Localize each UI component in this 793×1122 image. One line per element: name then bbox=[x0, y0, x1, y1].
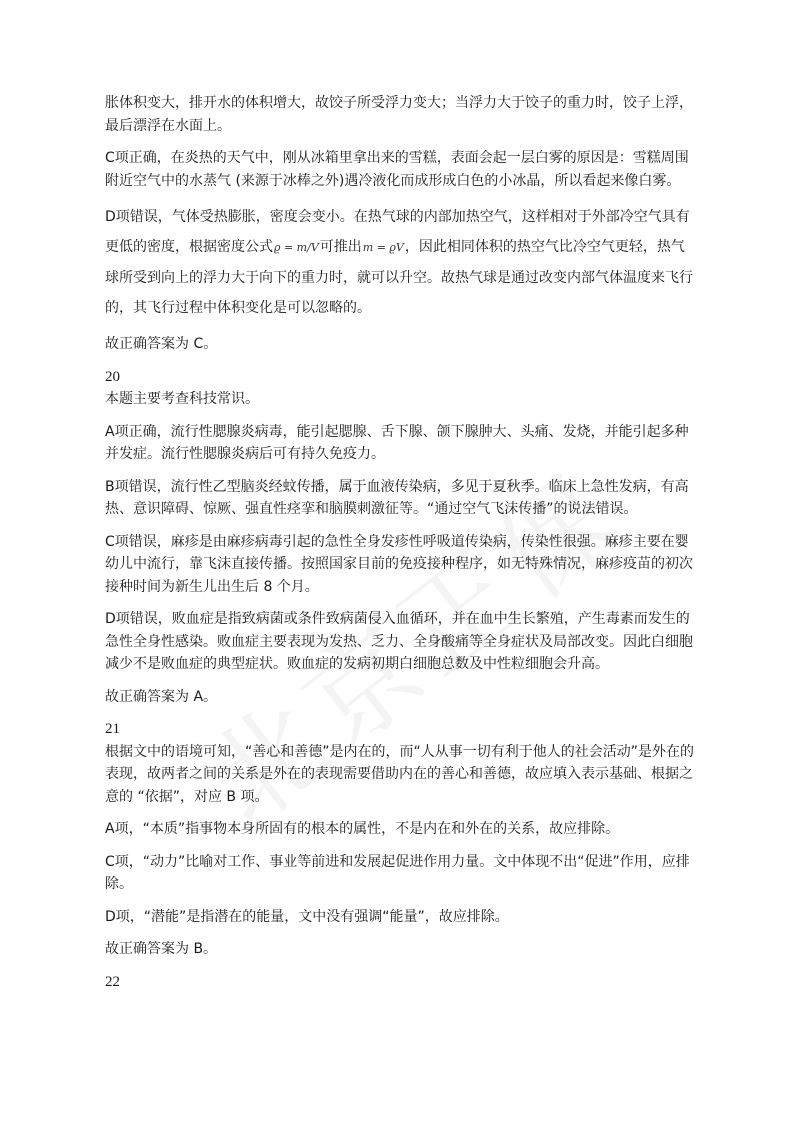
paragraph-option-d: D项，“潜能”是指潜在的能量，文中没有强调“能量”，故应排除。 bbox=[105, 908, 509, 925]
question-number: 21 bbox=[105, 721, 120, 737]
paragraph-text: ，因此相同体积的热空气比冷空气更轻，热气球所受到向上的浮力大于向下的重力时，就可以升空。故热气球是通过改变内部气体温度来飞行的，其飞行过程中体积变化是可以忽略的。 bbox=[105, 239, 693, 316]
document-body bbox=[105, 92, 695, 993]
paragraph-option-c: C项正确，在炎热的天气中，刚从冰箱里拿出来的雪糕，表面会起一层白雾的原因是：雪糕周围附近空气中的水蒸气 (来源于冰棒之外)遇冷液化而成形成白色的小冰晶，所以看起来像白雾。 bbox=[105, 150, 689, 189]
question-number: 22 bbox=[105, 973, 120, 990]
answer-line: 故正确答案为 B。 bbox=[105, 941, 218, 957]
paragraph-text: 可推出 bbox=[319, 239, 362, 255]
paragraph-text: D项错误，气体受热膨胀，密度会变小。在热气球的内部加热空气，这样相对于外部冷空气具有更低的密度，根据密度公式 bbox=[105, 209, 690, 255]
answer-line: 故正确答案为 A。 bbox=[105, 688, 218, 705]
paragraph-option-c: C项错误，麻疹是由麻疹病毒引起的急性全身发疹性呼吸道传染病，传染性很强。麻疹主要在婴幼儿中流行，靠飞沫直接传播。按照国家目前的免疫接种程序，如无特殊情况，麻疹疫苗的初次接种时间为新生儿出生后 8 个月。 bbox=[105, 533, 693, 595]
paragraph-context: 根据文中的语境可知，“善心和善德”是内在的，而“人从事一切有利于他人的社会活动”是外在的表现，故两者之间的关系是外在的表现需要借助内在的善心和善德，故应填入表示基础、根据之意的 “依据”，对应 B 项。 bbox=[105, 743, 695, 805]
paragraph-option-a: A项，“本质”指事物本身所固有的根本的属性，不是内在和外在的关系，故应排除。 bbox=[105, 821, 620, 837]
paragraph-option-b: B项错误，流行性乙型脑炎经蚊传播，属于血液传染病，多见于夏秋季。临床上急性发病，有高热、意识障碍、惊厥、强直性痉挛和脑膜刺激征等。“通过空气飞沫传播”的说法错误。 bbox=[105, 478, 689, 517]
paragraph-option-d: D项错误，败血症是指致病菌或条件致病菌侵入血循环，并在血中生长繁殖，产生毒素而发生的急性全身性感染。败血症主要表现为发热、乏力、全身酸痛等全身症状及局部改变。因此白细胞减少不是败血症的典型症状。败血症的发病初期白细胞总数及中性粒细胞会升高。 bbox=[105, 611, 693, 672]
paragraph-option-c: C项，“动力”比喻对工作、事业等前进和发展起促进作用力量。文中体现不出“促进”作用，应排除。 bbox=[105, 853, 690, 892]
paragraph-option-d bbox=[105, 202, 695, 323]
mass-formula: m = ϱV bbox=[362, 241, 404, 254]
paragraph-option-a: A项正确，流行性腮腺炎病毒，能引起腮腺、舌下腺、颌下腺肿大、头痛、发烧，并能引起多种并发症。流行性腮腺炎病后可有持久免疫力。 bbox=[105, 423, 689, 462]
density-formula: ϱ = m/V bbox=[274, 241, 319, 254]
question-number: 20 bbox=[105, 368, 120, 385]
paragraph-continuation: 胀体积变大，排开水的体积增大，故饺子所受浮力变大；当浮力大于饺子的重力时，饺子上浮，最后漂浮在水面上。 bbox=[105, 95, 693, 134]
answer-line: 故正确答案为 C。 bbox=[105, 336, 218, 352]
topic-line: 本题主要考查科技常识。 bbox=[105, 391, 259, 407]
